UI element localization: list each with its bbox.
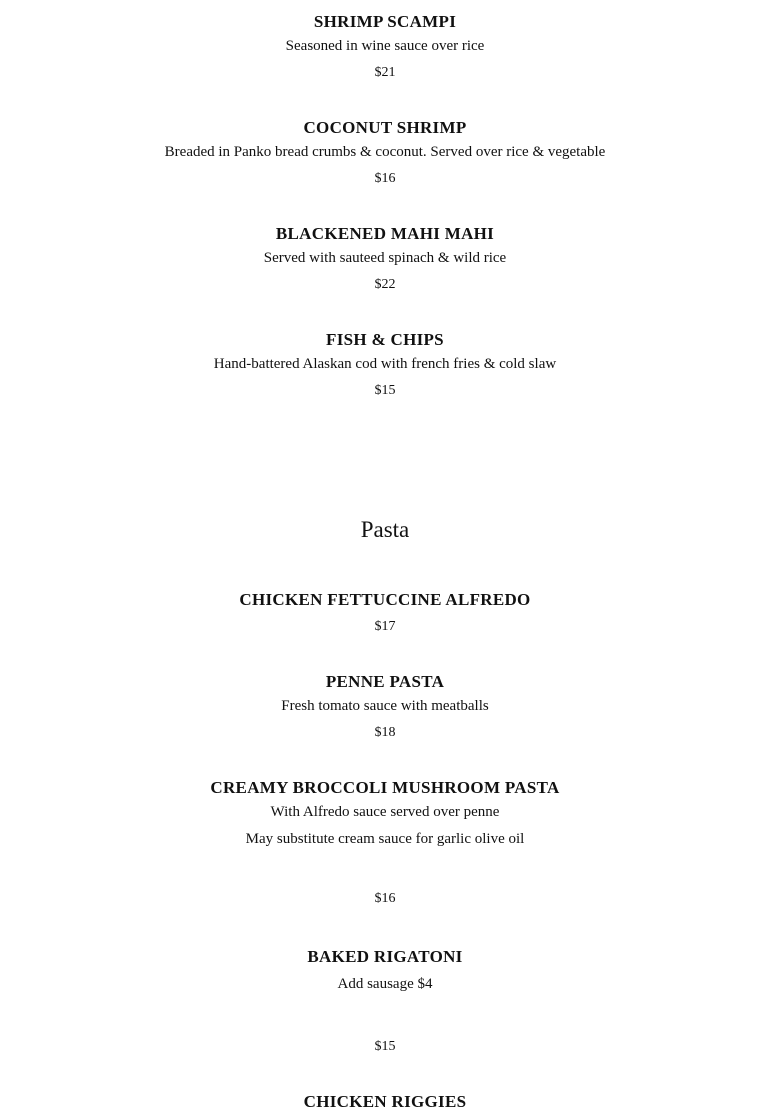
item-price: $16 <box>374 171 396 186</box>
item-description: Served with sauteed spinach & wild rice <box>263 250 507 266</box>
item-description: With Alfredo sauce served over penne <box>270 804 500 820</box>
menu-item-creamy-broccoli-mushroom-pasta <box>0 776 770 911</box>
item-name: CREAMY BROCCOLI MUSHROOM PASTA <box>210 778 560 797</box>
item-description: Add sausage $4 <box>337 976 433 992</box>
menu-item-penne-pasta <box>0 670 770 745</box>
item-name: COCONUT SHRIMP <box>303 118 467 137</box>
item-name: CHICKEN RIGGIES <box>303 1092 467 1111</box>
item-price: $18 <box>374 725 396 740</box>
menu-item-shrimp-scampi <box>0 10 770 85</box>
item-price: $22 <box>374 277 396 292</box>
item-description: Hand-battered Alaskan cod with french fries & cold slaw <box>213 356 557 372</box>
menu-item-blackened-mahi-mahi <box>0 222 770 297</box>
item-name: FISH & CHIPS <box>326 330 444 349</box>
item-price: $17 <box>374 619 396 634</box>
item-name: PENNE PASTA <box>325 672 445 691</box>
item-price: $15 <box>374 1039 396 1054</box>
section-title-pasta: Pasta <box>360 517 410 542</box>
menu-item-coconut-shrimp <box>0 116 770 191</box>
item-price: $15 <box>374 383 396 398</box>
item-price: $16 <box>374 891 396 906</box>
item-name: CHICKEN FETTUCCINE ALFREDO <box>239 590 531 609</box>
item-name: BAKED RIGATONI <box>307 947 463 966</box>
item-description: Fresh tomato sauce with meatballs <box>281 698 489 714</box>
item-description: Breaded in Panko bread crumbs & coconut. Served over rice & vegetable <box>164 144 606 160</box>
item-name: SHRIMP SCAMPI <box>313 12 457 31</box>
item-name: BLACKENED MAHI MAHI <box>275 224 495 243</box>
menu-item-chicken-fettuccine-alfredo <box>0 588 770 639</box>
item-price: $21 <box>374 65 396 80</box>
menu-item-baked-rigatoni <box>0 945 770 1059</box>
menu-item-fish-and-chips <box>0 328 770 403</box>
item-description: Seasoned in wine sauce over rice <box>285 38 485 54</box>
item-description-note: May substitute cream sauce for garlic olive oil <box>245 831 525 847</box>
menu-item-chicken-riggies <box>0 1090 770 1114</box>
